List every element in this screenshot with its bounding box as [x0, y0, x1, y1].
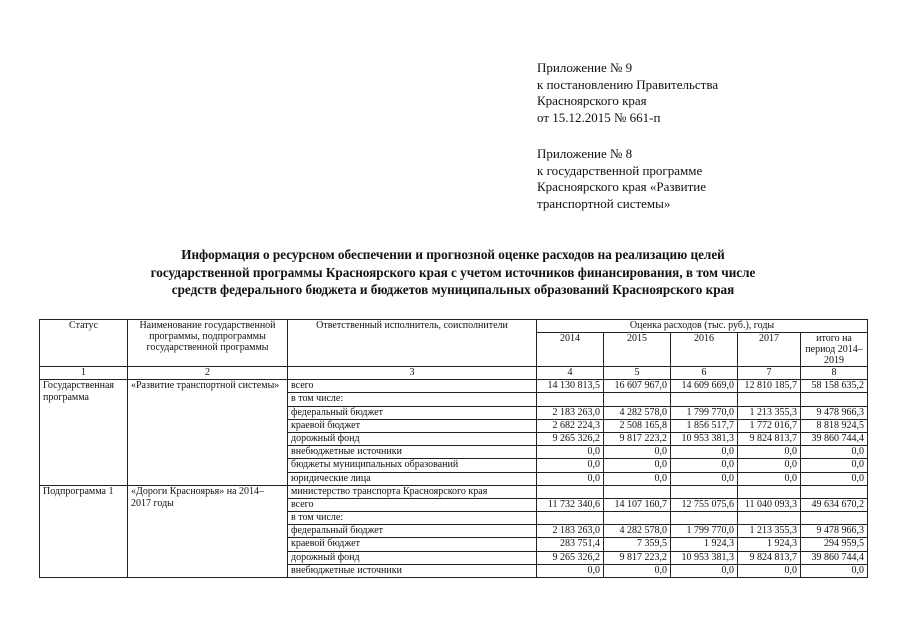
col-num-3: 3: [288, 367, 537, 380]
value-cell: 39 860 744,4: [801, 432, 868, 445]
value-cell: 9 265 326,2: [537, 551, 604, 564]
value-cell: 283 751,4: [537, 538, 604, 551]
value-cell: 0,0: [738, 459, 801, 472]
value-cell: 4 282 578,0: [604, 406, 671, 419]
value-cell: 9 265 326,2: [537, 432, 604, 445]
value-cell: 0,0: [671, 564, 738, 577]
value-cell: [604, 393, 671, 406]
value-cell: 0,0: [801, 446, 868, 459]
source-label: в том числе:: [288, 512, 537, 525]
value-cell: 14 130 813,5: [537, 380, 604, 393]
value-cell: 12 810 185,7: [738, 380, 801, 393]
value-cell: [671, 485, 738, 498]
value-cell: 7 359,5: [604, 538, 671, 551]
program-name: «Развитие транспортной системы»: [128, 380, 288, 486]
value-cell: 2 183 263,0: [537, 525, 604, 538]
program-status: Государственная программа: [40, 380, 128, 486]
value-cell: 9 817 223,2: [604, 551, 671, 564]
value-cell: [801, 393, 868, 406]
col-num-8: 8: [801, 367, 868, 380]
source-label: дорожный фонд: [288, 432, 537, 445]
value-cell: 1 924,3: [671, 538, 738, 551]
header-row-1: [40, 320, 868, 333]
header-name: Наименование государственной программы, подпрограммы государственной программы: [128, 320, 288, 367]
header-status: Статус: [40, 320, 128, 367]
value-cell: 294 959,5: [801, 538, 868, 551]
source-label: внебюджетные источники: [288, 564, 537, 577]
value-cell: 1 924,3: [738, 538, 801, 551]
value-cell: 2 183 263,0: [537, 406, 604, 419]
value-cell: 9 824 813,7: [738, 432, 801, 445]
header-year-2016: 2016: [671, 333, 738, 367]
value-cell: 14 609 669,0: [671, 380, 738, 393]
title-line-2: государственной программы Красноярского края с учетом источников финансирования, в том числе: [150, 264, 756, 280]
value-cell: 9 478 966,3: [801, 525, 868, 538]
value-cell: 0,0: [604, 446, 671, 459]
annex-8-line-3: Красноярского края «Развитие: [537, 179, 707, 194]
value-cell: 14 107 160,7: [604, 498, 671, 511]
source-label: министерство транспорта Красноярского края: [288, 485, 537, 498]
value-cell: 12 755 075,6: [671, 498, 738, 511]
col-num-7: 7: [738, 367, 801, 380]
annex-9-line-1: Приложение № 9: [537, 60, 633, 75]
value-cell: 0,0: [738, 564, 801, 577]
value-cell: 0,0: [738, 446, 801, 459]
subprogram-status: Подпрограмма 1: [40, 485, 128, 577]
document-title: [40, 246, 866, 299]
annex-9-header: [537, 60, 718, 126]
value-cell: [537, 512, 604, 525]
value-cell: 0,0: [537, 446, 604, 459]
value-cell: 58 158 635,2: [801, 380, 868, 393]
value-cell: 2 682 224,3: [537, 419, 604, 432]
annex-9-line-4: от 15.12.2015 № 661-п: [537, 109, 661, 125]
annex-8-header: [537, 146, 706, 212]
value-cell: 9 824 813,7: [738, 551, 801, 564]
value-cell: 1 799 770,0: [671, 406, 738, 419]
value-cell: 0,0: [671, 472, 738, 485]
value-cell: [801, 512, 868, 525]
value-cell: 39 860 744,4: [801, 551, 868, 564]
annex-8-line-4: транспортной системы»: [537, 195, 671, 211]
value-cell: 11 732 340,6: [537, 498, 604, 511]
header-total: итого на период 2014–2019: [801, 333, 868, 367]
value-cell: 2 508 165,8: [604, 419, 671, 432]
value-cell: [537, 393, 604, 406]
source-label: краевой бюджет: [288, 419, 537, 432]
col-num-4: 4: [537, 367, 604, 380]
value-cell: 16 607 967,0: [604, 380, 671, 393]
annex-9-line-2: к постановлению Правительства: [537, 76, 719, 92]
header-estimate: Оценка расходов (тыс. руб.), годы: [537, 320, 868, 333]
value-cell: 0,0: [671, 459, 738, 472]
subprogram-name: «Дороги Красноярья» на 2014–2017 годы: [128, 485, 288, 577]
source-label: федеральный бюджет: [288, 406, 537, 419]
table-row: [40, 380, 868, 393]
col-num-2: 2: [128, 367, 288, 380]
value-cell: 11 040 093,3: [738, 498, 801, 511]
value-cell: 0,0: [671, 446, 738, 459]
source-label: дорожный фонд: [288, 551, 537, 564]
header-year-2017: 2017: [738, 333, 801, 367]
annex-8-line-1: Приложение № 8: [537, 146, 633, 161]
source-label: всего: [288, 380, 537, 393]
col-num-1: 1: [40, 367, 128, 380]
title-line-1: Информация о ресурсном обеспечении и прогнозной оценке расходов на реализацию целей: [181, 247, 725, 262]
value-cell: 1 213 355,3: [738, 406, 801, 419]
value-cell: 0,0: [537, 472, 604, 485]
funding-table: [39, 319, 868, 578]
value-cell: 0,0: [537, 564, 604, 577]
header-year-2015: 2015: [604, 333, 671, 367]
value-cell: 49 634 670,2: [801, 498, 868, 511]
value-cell: [671, 393, 738, 406]
value-cell: 0,0: [604, 459, 671, 472]
value-cell: 0,0: [801, 459, 868, 472]
value-cell: [738, 512, 801, 525]
source-label: в том числе:: [288, 393, 537, 406]
value-cell: 0,0: [604, 472, 671, 485]
column-number-row: [40, 367, 868, 380]
value-cell: 10 953 381,3: [671, 551, 738, 564]
value-cell: 0,0: [801, 472, 868, 485]
source-label: всего: [288, 498, 537, 511]
source-label: внебюджетные источники: [288, 446, 537, 459]
value-cell: 0,0: [801, 564, 868, 577]
title-line-3: средств федерального бюджета и бюджетов муниципальных образований Красноярского края: [171, 282, 735, 297]
value-cell: 9 817 223,2: [604, 432, 671, 445]
source-label: краевой бюджет: [288, 538, 537, 551]
value-cell: [738, 485, 801, 498]
value-cell: [604, 485, 671, 498]
annex-9-line-3: Красноярского края: [537, 93, 647, 108]
value-cell: 1 856 517,7: [671, 419, 738, 432]
col-num-6: 6: [671, 367, 738, 380]
value-cell: 1 799 770,0: [671, 525, 738, 538]
value-cell: [738, 393, 801, 406]
value-cell: 0,0: [738, 472, 801, 485]
source-label: бюджеты муниципальных образований: [288, 459, 537, 472]
value-cell: 4 282 578,0: [604, 525, 671, 538]
source-label: юридические лица: [288, 472, 537, 485]
value-cell: 8 818 924,5: [801, 419, 868, 432]
value-cell: [671, 512, 738, 525]
source-label: федеральный бюджет: [288, 525, 537, 538]
value-cell: 1 772 016,7: [738, 419, 801, 432]
header-year-2014: 2014: [537, 333, 604, 367]
value-cell: 10 953 381,3: [671, 432, 738, 445]
value-cell: 9 478 966,3: [801, 406, 868, 419]
value-cell: 1 213 355,3: [738, 525, 801, 538]
value-cell: [537, 485, 604, 498]
header-executor: Ответственный исполнитель, соисполнители: [288, 320, 537, 367]
value-cell: 0,0: [604, 564, 671, 577]
col-num-5: 5: [604, 367, 671, 380]
table-row: [40, 485, 868, 498]
value-cell: [801, 485, 868, 498]
value-cell: 0,0: [537, 459, 604, 472]
annex-8-line-2: к государственной программе: [537, 162, 703, 178]
value-cell: [604, 512, 671, 525]
